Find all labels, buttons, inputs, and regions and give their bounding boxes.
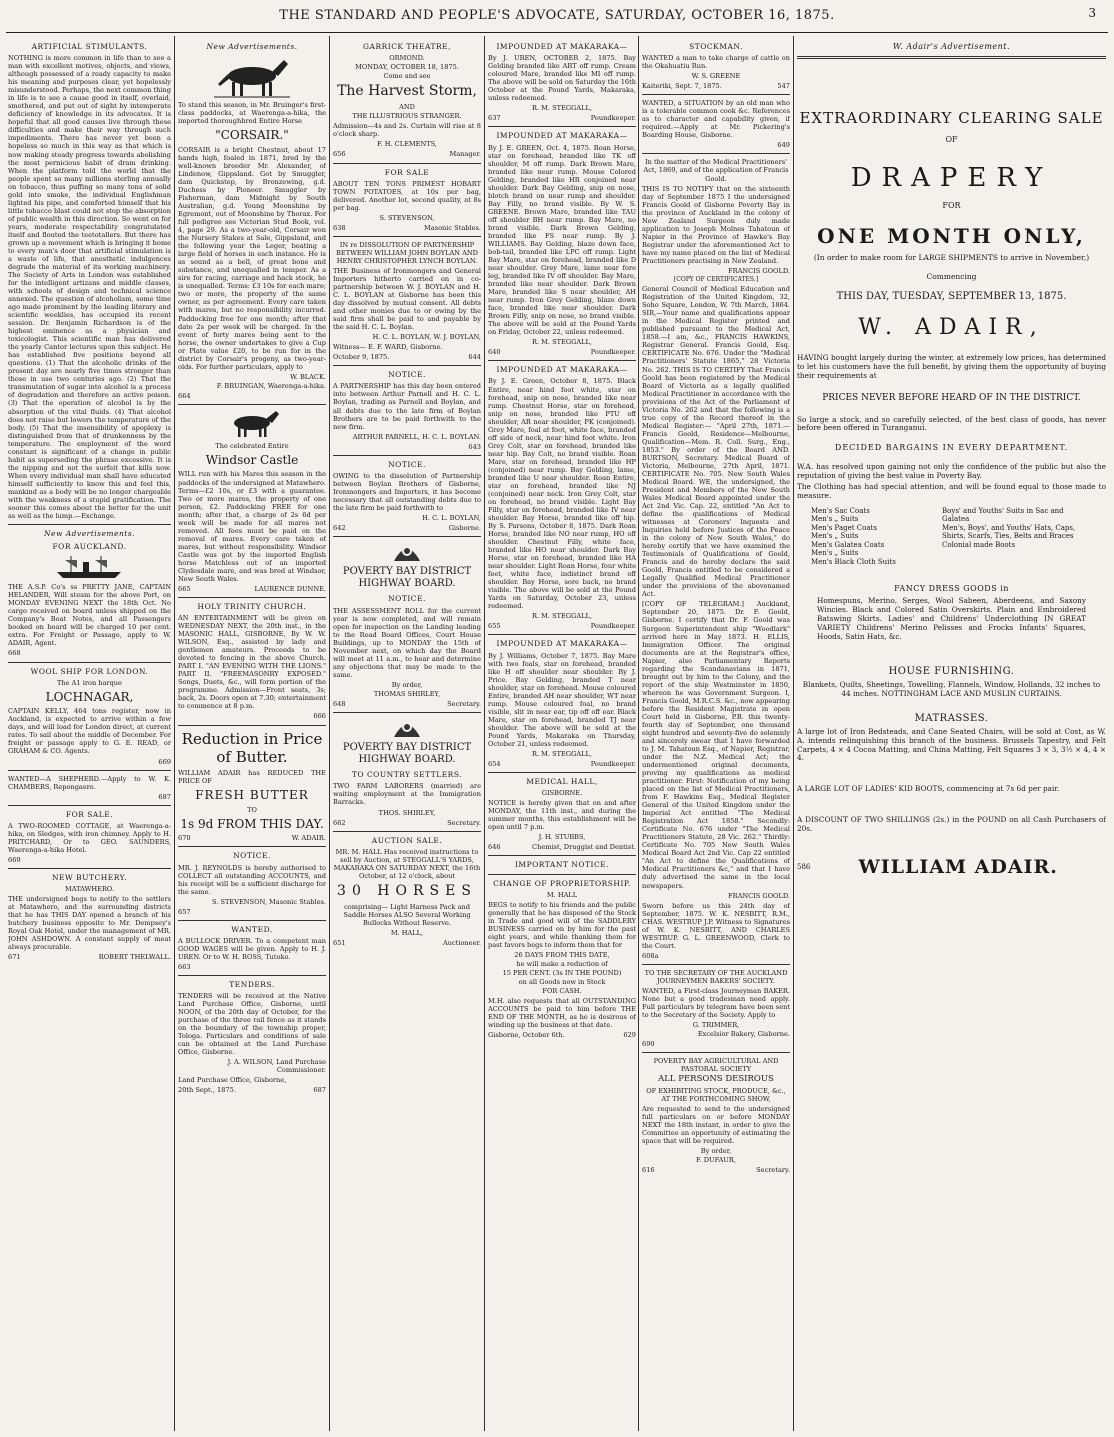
column-3 — [333, 38, 481, 1429]
ad-number: 642 — [333, 523, 346, 532]
ad-heading: GARRICK THEATRE, — [363, 42, 451, 51]
ad-body: By J. UREN, OCTOBER 2, 1875. Bay Gelding branded like ART off rump. Cream coloured Mare, branded like MI off rump. The above will be sold on Saturday the 16th October at the Pound Yards, Makaraka, unless redeemed. — [488, 54, 636, 103]
ad-body: A PARTNERSHIP has this day been entered into between Arthur Parnell and H. C. L. Boylan, trading as Parnell and Boylan, and all debts due to the late firm of Boylan Brothers are to be paid forthwith to the new firm. — [333, 382, 481, 431]
ad-number: 687 — [158, 792, 171, 801]
ad-number: 670 — [178, 834, 191, 843]
ad-number: 664 — [178, 391, 191, 400]
ad-signature: R. M. STEGGALL, — [532, 338, 592, 347]
ad-intro: To stand this season, in Mr. Bruinger's first-class paddocks, at Waerenga-a-hika, the imported thoroughbred Entire Horse — [178, 101, 326, 126]
ad-role: Secretary. — [447, 699, 481, 708]
ad-body: A TWO-ROOMED COTTAGE, at Waerenga-a-hika, on Sledges, with iron chimney. Apply to H. PRITCHARD, Or to GEO. SAUNDERS, Waerenga-a-hika Hotel. — [8, 821, 171, 854]
ad-body: TENDERS will be received at the Native Land Purchase Office, Gisborne, until NOON, of the 20th day of October, for the purchase of the three rail fence as it stands on the boundary of the township proper, Tologa. Particulars and conditions of sale can be obtained at the Land Purchase Office, Gisborne. — [178, 992, 326, 1057]
ad-heading: TENDERS. — [229, 980, 275, 990]
clothing-list — [811, 507, 1092, 567]
one-month-heading: ONE MONTH ONLY, — [817, 224, 1086, 249]
ad-heading: FOR SALE. — [65, 809, 114, 819]
masthead-rule — [6, 32, 1108, 33]
horse-illustration — [178, 409, 326, 439]
ad-heading: POVERTY BAY AGRICULTURAL AND PASTORAL SOCIETY — [653, 1057, 779, 1074]
ad-body: By J. E. Green, October 8, 1875. Black Entire, near hind foot white, star on forehead, snip on nose, branded like near rump. Chestnut Horse, star on forehead, snip on nose, branded like PTU off shoulder, AR near shoulder, PK (conjoined). Grey Mare, foal at foot, white face, branded off side of neck, near hind foot white. Iron Grey Colt, star on forehead, branded like near hip. Bay Colt, no brand visible. Roan Mare, star on forehead, branded like HP (conjoined) near rump. Bay Gelding, lame, branded like U near shoulder. Roan Entire, star on forehead, branded like NJ (conjoined) near neck. Iron Grey Colt, star on forehead, no brand visible. Light Bay Filly, star on forehead, branded like IV near shoulder. Bay Horse, branded like off hip. By S. Parsons, October 8, 1875. Dark Roan Horse, branded like NO near rump, HO off shoulder. Chestnut Filly, white face, branded like HO near shoulder. Dark Bay Horse, star on forehead, branded like HA near shoulder. Light Roan Horse, four white feet, white face, indistinct brand off shoulder. Bay Horse, sore back, no brand visible. The above will be sold at the Pound Yards on Saturday, October 23, unless redeemed. — [488, 377, 636, 611]
ad-order: By order, — [700, 1146, 732, 1155]
ad-heading: WANTED. — [231, 924, 273, 934]
ad-role: Manager. — [449, 150, 481, 159]
ad-body: WILL run with his Mares this season in the paddocks of the undersigned at Matawhero. Terms—£2 10s, or £3 with a guarantee. Two or more mares, the property of one person, £2. Paddocking FREE for one month; after that, a charge of 2s 6d per week will be made for all mares not removed. All fees must be paid on the removal of mares. Every care taken of mares, but without responsibility. Windsor Castle was got by the imported English horse Matchless out of an imported Clydesdale mare, and was bred at Windsor, New South Wales. — [178, 470, 326, 583]
ad-highlight: FOR CASH. — [542, 987, 582, 996]
prices-heading: PRICES NEVER BEFORE HEARD OF IN THE DISTRICT. — [822, 392, 1081, 403]
final-signature: WILLIAM ADAIR. — [858, 856, 1058, 878]
ad-number: 657 — [178, 907, 191, 916]
ad-signature: W. BLACK. — [290, 372, 326, 381]
horse-name: "CORSAIR." — [215, 128, 289, 143]
ad-number: 654 — [488, 760, 501, 768]
clothing-list-right — [942, 507, 1092, 567]
list-item: Men's, Boys', and Youths' Hats, Caps, Shirts, Scarfs, Ties, Belts and Braces — [942, 523, 1076, 541]
play-title: The Harvest Storm, — [337, 83, 477, 100]
crest-illustration — [333, 541, 481, 563]
ad-heading: In the matter of the Medical Practitioners' Act, 1869, and of the application of Francis Goold. — [643, 158, 789, 183]
ad-body: comprising— Light Harness Pack and Saddle Horses ALSO Several Working Bullocks Without Reserve. — [343, 902, 471, 927]
column-1 — [8, 38, 171, 1429]
ad-order: By order, — [391, 680, 423, 689]
final-signature-row — [797, 844, 1106, 891]
ad-number: 586 — [797, 863, 811, 872]
ad-body: NOTICE is hereby given that on and after MONDAY, the 11th inst., and during the summer months, this establishment will be open until 7 p.m. — [488, 799, 636, 832]
sale-of: OF — [945, 135, 958, 145]
ad-number: 643 — [468, 442, 481, 451]
ad-body: AND — [399, 103, 415, 112]
ad-role: Secretary. — [756, 1165, 790, 1174]
ad-number: 687 — [313, 1085, 326, 1094]
ad-body: WANTED, a First-class Journeyman BAKER. None but a good tradesman need apply. Full particulars by telegram have been sent to the Secretary of the Society. Apply to — [642, 986, 790, 1019]
column-divider — [638, 36, 639, 1431]
ad-heading: IMPOUNDED AT MAKARAKA— — [496, 42, 628, 51]
ad-role: Poundkeeper. — [590, 760, 636, 768]
section-heading: New Advertisements. — [206, 42, 298, 51]
horse-name: Windsor Castle — [205, 452, 299, 467]
house-heading: HOUSE FURNISHING. — [888, 665, 1015, 677]
ad-signature: ROBERT THELWALL. — [98, 953, 171, 962]
ad-number: 651 — [333, 939, 346, 948]
ad-number: 669 — [8, 855, 21, 864]
ad-highlight: ALL PERSONS DESIROUS — [658, 1074, 774, 1085]
ad-place: Land Purchase Office, Gisborne, — [178, 1075, 287, 1084]
ad-signature: J. A. WILSON, Land Purchase Commissioner. — [227, 1058, 326, 1075]
ad-body: Admission—4s and 2s. Curtain will rise at 8 o'clock sharp. — [333, 122, 481, 139]
ad-body: General Council of Medical Education and Registration of the United Kingdom, 32, Soho Square, London, W. 7th March, 1864. SIR,—Your name and qualifications appear in the Medical Register printed and published pursuant to the Medical Act, 1858.—I am, &c., FRANCIS HAWKINS, Registrar General. Francis Goold, Esq. CERTIFICATE No. 676. Under the "Medical Practitioners' Statute 1865," 28 Victoria No. 262. THIS IS TO CERTIFY That Francis Goold has been registered by the Medical Board of Victoria as a legally qualified Medical Practitioner in accordance with the provisions of the Act of the Parliament of Victoria No. 262 and that the following is a true copy of the Record thereof in the Medical Register:— "April 27th, 1871.—Francis Goold, Residence—Melbourne, Qualification—Mem. R. Coll. Surg., Eng., 1853." By order of the Board AND. BURTSON, Secretary. Medical Board of Victoria, Melbourne, 27th April, 1871. CERTIFICATE No. 705. New South Wales Medical Board. WE, the undersigned, the President and Members of the New South Wales Medical Board appointed under the Act 2nd Vic. Cap. 22, entitled "An Act to define the qualifications of Medical witnesses at Coroners' Inquests and Inquiries held before Justices of the Peace in the colony of New South Wales," do hereby certify that we have examined the Testimonials of Qualifications of Goold, Francis and do hereby declare the said Goold, Francis entitled to be considered a Legally Qualified Medical Practitioner under the provisions of the abovenamed Act. — [642, 285, 790, 599]
page-number: 3 — [1088, 6, 1096, 20]
ad-body: THIS IS TO NOTIFY that on the sixteenth day of September 1875 I the undersigned Francis Goold of Gisborne Poverty Bay in the province of Auckland in the colony of New Zealand Surgeon duly made application to Joseph Molnes Tahatoun of Napier in the Province of Hawke's Bay Registrar under the aforementioned Act to have my name placed on the list of Medical Practitioners practising in New Zealand. — [642, 184, 790, 265]
ad-signature: S. STEVENSON, — [379, 213, 435, 222]
ad-body: CORSAIR is a bright Chestnut, about 17 hands high, foaled in 1871, bred by the well-known breeder Mr. Alexander, of Lindenow, Gippsland. Got by Smuggler, dam Quickstep, by Bronzewing, g.d. Duchess by Pioneer. Smuggler by Fisherman, dam Midnight by South Australian, g.d. Young Moonshine by Egremont, out of Moonshine by Thorax. For full pedigree see Victorian Stud Book, vol. 4, page 29. As a two-year-old, Corsair won the Nursery Stakes at Sale, Gippsland, and the following year the Leger, beating a large field of horses in each instance. He is as sound as a bell, of great bone and substance, and unequalled in temper. As a sire for racing, carriage and hack stock, he is unequalled. Terms: £3 10s for each mare; two or more, the property of the same owner, as per agreement. Every care taken with mares, but no responsibility incurred. Paddocking free for one month; after that date 2s per week will be charged. In the event of forty mares being sent to the horse, the owner undertakes to give a Cup or Plate value £20, to be run for in the district by Corsair's progeny, as two-year-olds. For further particulars, apply to — [178, 145, 326, 371]
ad-number: 663 — [178, 963, 191, 972]
ad-subheading: NOTICE. — [388, 594, 426, 604]
ad-heading: NOTICE. — [388, 459, 426, 469]
bargains-heading: DECIDED BARGAINS IN EVERY DEPARTMENT. — [834, 443, 1069, 453]
ad-signature: M. HALL, — [390, 929, 424, 938]
play-title: THE ILLUSTRIOUS STRANGER. — [352, 112, 462, 121]
ad-body: So large a stock, and so carefully selected, of the best class of goods, has never before been offered in Turanganui. — [797, 414, 1106, 433]
drapery-heading: DRAPERY — [850, 162, 1053, 193]
article-body: NOTHING is more common in life than to see a man with excellent motives, objects, and views, although possessed of a ready capacity to make his meaning and purposes clear, yet hopelessly misunderstood. Perhaps, the next common thing in life is to see a cause good in itself, overlaid, smothered, and put out of sight by intemperate deficiency of knowledge in its advocates. It is hopeful that all good causes live through these difficulties and make their way through such impediments. There has never yet been a hopeless so much in this way as that which is now making steady progress towards abolishing the most pernicious habit of dram drinking. When the platform told the world that the people spent so many millions sterling annually on tobacco, thus puffing so many tons of solid gold into smoke, the individual Englishman lighted his pipe, and comforted himself that his little tobacco blast could not stop the absorption of public wealth in this direction. So went on for years, moderate respectability congratulated itself and flouted the teetotallers. But there has grown up a movement which is bringing it home to every man's door that artificial stimulation is a waste of life, that anesthetic indulgences degrade the material of its working machinery. The Society of Arts in London was established for the intelligent artizans and middle classes, with schools of design and technical science annexed. The question of alcoholism, some time ago made prominent by the leading literary and scientific weeklies, has occupied its recent session. Dr. Benjamin Richardson is of the highest eminence as a physician and toxicologist. This scientific man has delivered the yearly Cantor lectures upon this subject. He has established five positions beyond all questions. (1) That the alcoholic drinks of the present day are nearly five times stronger than those in use two centuries ago. (2) That the transmutation of sugar into alcohol is a process of degradation and therefore an active poison. (3) That the operation of alcohol is by the absorption of the vital fluids. (4) That alcohol does not raise but lowers the temperature of the body. (5) That the insensibility of apoplexy is distinguished from that of drunkenness by the temperature. The employment of the word constant is significant of a change in public habit as superseding the phrase excessive. It is the nipping and not the surfeit that kills now. When every individual man shall have educated himself sufficiently to know this and feel this, mankind as a body will be no longer chargeable with the weakness of a stupid gratification. The sooner this comes about the better for the unit as well as the lump.—Exchange. — [8, 54, 171, 520]
ad-subheading: ORMOND. — [389, 54, 425, 63]
ad-number: 608a — [642, 951, 659, 960]
ad-place: Excelsior Bakery, Gisborne. — [697, 1030, 790, 1039]
ad-number: 646 — [488, 843, 501, 852]
ad-date: Kaiteriki, Sept. 7, 1875. — [642, 82, 722, 91]
section-heading: New Advertisements. — [43, 528, 136, 538]
column-6-adair-advertisement — [797, 38, 1106, 1429]
ad-number: 637 — [488, 114, 501, 123]
ad-role: Poundkeeper. — [590, 622, 636, 631]
ad-place: Masonic Stables. — [424, 223, 481, 232]
ad-heading: POVERTY BAY DISTRICT HIGHWAY BOARD. — [342, 741, 472, 766]
column-4 — [488, 38, 636, 1429]
list-item: Colonial made Boots — [942, 540, 1016, 549]
ad-date: Gisborne, October 6th. — [488, 1031, 565, 1040]
ad-number: 669 — [158, 757, 171, 766]
ad-number: 638 — [333, 223, 346, 232]
adair-name: W. ADAIR, — [858, 315, 1045, 341]
ad-signature: W. ADAIR. — [291, 834, 326, 843]
ad-place: Gisborne. — [448, 523, 481, 532]
ad-signature: H. C. L. BOYLAN, — [422, 513, 481, 522]
ad-body: OWING to the dissolution of Partnership between Boylan Brothers of Gisborne, Ironmongers and Importers, it has become necessary that all outstanding debts due to the late firm be paid forthwith to — [333, 471, 481, 512]
column-divider — [329, 36, 330, 1431]
ad-body: THE A.S.P. Co's ss PRETTY JANE, CAPTAIN HELANDER, Will steam for the above Port, on MONDAY EVENING NEXT the 18th Oct. No cargo received on board unless shipped on the Company's Boat Notes, and all Passengers booked on board will be charged 10 per cent. extra. For Freight or Passage, apply to W. ADAIR, Agent. — [8, 583, 171, 648]
ad-heading: CHANGE OF PROPRIETORSHIP. — [493, 878, 631, 888]
ad-body: WANTED, a SITUATION by an old man who is a tolerable common cook &c. References as to character and capability given, if required.—Apply at Mr. Pickering's Boarding House, Gisborne. — [642, 99, 790, 140]
steamship-illustration — [8, 554, 171, 580]
ad-highlight: 1s 9d FROM THIS DAY. — [180, 816, 324, 831]
list-item: Men's „ Suits — [811, 549, 859, 558]
ad-number: 690 — [642, 1040, 655, 1049]
ad-body: TWO FARM LABORERS (married) are waiting employment at the Immigration Barracks. — [333, 782, 481, 807]
ad-signature: THOS. SHIRLEY, — [378, 808, 436, 817]
ad-heading: POVERTY BAY DISTRICT HIGHWAY BOARD. — [342, 566, 472, 590]
ad-number: 666 — [313, 712, 326, 721]
ad-role: Auctioneer. — [442, 939, 481, 948]
ad-heading: AUCTION SALE. — [371, 835, 443, 845]
ad-signature: R. M. STEGGALL, — [532, 749, 592, 758]
list-item: Men's „ Suits — [811, 515, 859, 524]
ad-body: By J. Williams, October 7, 1875. Bay Mare with two foals, star on forehead, branded like H off shoulder near shoulder. By J. Price. Bay Gelding, branded T near shoulder, star on forehead. Mouse coloured Entire, branded AH near shoulder, WT near rump. Mouse coloured foal, no brand visible, slit in near ear, tip off off ear. Black Mare, star on forehead, branded TJ near shoulder. The above will be sold at the Pound Yards, Makaraka on Thursday, October 21, unless redeemed. — [488, 651, 636, 748]
ad-heading: Reduction in Price of Butter. — [181, 729, 323, 766]
ad-body: Sworn before us this 24th day of September, 1875. W. K. NESBITT, R.M., CHAS. WESTRUP J.P. Witness to Signatures of W. K. NESBITT, AND CHARLES WESTRUP. G. L. GREENWOOD, Clerk to the Court. — [642, 901, 790, 950]
mattress-text: A large lot of Iron Bedsteads, and Cane Seated Chairs, will be sold at Cost, as W. A. intends relinquishing this branch of the business. Brussels Tapestry, and Felt Carpets, 4 × 4 Cocoa Matting, and China Matting, Felt Squares 3 × 3, 3½ × 4, 4 × 4. — [797, 726, 1106, 763]
ad-body: THE Business of Ironmongers and General Importers hitherto carried on in co-partnership between W. J. BOYLAN and H. C. L. BOYLAN at Gisborne has been this day dissolved by mutual consent. All debts and other monies due to or owing by the said firm shall be paid to and payable by the said H. C. L. Boylan. — [333, 266, 481, 332]
ad-heading: FOR SALE — [384, 167, 430, 177]
ad-number: 629 — [623, 1031, 636, 1040]
ad-signature: F. H. CLEMENTS, — [376, 140, 438, 149]
ad-signature: R. M. STEGGALL, — [532, 104, 592, 113]
ad-signature: H. C. L. BOYLAN, W. J. BOYLAN, — [372, 333, 481, 342]
horse-illustration — [178, 54, 326, 98]
ad-number: 649 — [777, 141, 790, 150]
ad-number: 655 — [488, 622, 501, 631]
list-item: Men's Paget Coats — [811, 523, 877, 532]
ad-number: 616 — [642, 1165, 655, 1174]
ad-body: HAVING bought largely during the winter, at extremely low prices, has determined to let his customers have the full benefit, by giving them the opportunity of buying their requirements at — [797, 352, 1106, 380]
ad-date: 20th Sept., 1875. — [178, 1085, 236, 1094]
ad-body: Are requested to send to the undersigned full particulars on or before MONDAY NEXT the 18th instant, in order to give the Committee an opportunity of estimating the space that will be required. — [642, 1104, 790, 1145]
mattress-heading: MATRASSES. — [914, 712, 989, 724]
ad-number: 662 — [333, 818, 346, 827]
ad-heading: HOLY TRINITY CHURCH. — [197, 601, 307, 611]
ad-number: 671 — [8, 953, 21, 962]
masthead: THE STANDARD AND PEOPLE'S ADVOCATE, SATURDAY, OCTOBER 16, 1875. — [279, 8, 835, 23]
sale-for: FOR — [942, 200, 961, 210]
ad-highlight: 26 DAYS FROM THIS DATE, — [514, 950, 610, 959]
ad-body: WILLIAM ADAIR has REDUCED THE PRICE OF — [178, 769, 326, 786]
ad-body: THE ASSESSMENT ROLL for the current year is now completed, and will remain open for inspection on the Landing leading to the Road Board Offices, Court House Buildings, up to MONDAY the 15th of November next, on which day the Board will meet at 11 a.m., to hear and determine any objections that may be made to the same. — [333, 606, 481, 679]
ad-intro: The celebrated Entire — [215, 441, 289, 450]
ad-role: Chemist, Druggist and Dentist. — [532, 843, 636, 852]
boots-text: A LARGE LOT OF LADIES' KID BOOTS, commencing at 7s 6d per pair. — [797, 784, 1060, 794]
list-item: Men's Galatea Coats — [811, 540, 885, 549]
ad-subheading: GISBORNE. — [541, 789, 583, 798]
ad-body: WANTED a man to take charge of cattle on the Okahuatiu Run. — [642, 54, 790, 71]
ad-heading: MEDICAL HALL, — [526, 777, 598, 787]
column-divider — [174, 36, 175, 1431]
ad-signature: FRANCIS GOOLD. — [728, 891, 790, 900]
ad-body: MR. M. HALL Has received instructions to sell by Auction, at STEGGALL'S YARDS, MAKARAKA ON SATURDAY NEXT, the 16th October, at 12 o'clock, about — [333, 847, 481, 880]
ad-role: Secretary. — [447, 818, 481, 827]
ad-number: 640 — [488, 348, 501, 357]
ad-highlight: 15 PER CENT. (3s IN THE POUND) — [502, 968, 622, 977]
fancy-heading: FANCY DRESS GOODS in — [894, 584, 1009, 594]
sale-title: EXTRAORDINARY CLEARING SALE — [799, 108, 1104, 127]
ad-body: he will make a reduction of — [516, 959, 608, 968]
ad-heading: WOOL SHIP FOR LONDON. — [30, 666, 149, 676]
ad-body: W.A. has resolved upon gaining not only the confidence of the public but also the reputation of giving the best value in Poverty Bay. — [797, 462, 1106, 481]
ad-signature: LAURENCE DUNNE. — [254, 584, 326, 593]
shipments-note: (In order to make room for LARGE SHIPMENTS to arrive in November,) — [813, 252, 1090, 262]
ad-number: 656 — [333, 150, 346, 159]
ad-heading: IMPOUNDED AT MAKARAKA— — [496, 365, 628, 375]
ad-heading: NOTICE. — [388, 370, 426, 380]
list-item: Men's Sac Coats — [811, 506, 870, 515]
ad-date: October 9, 1875. — [333, 353, 390, 362]
ad-body: [COPY OF TELEGRAM.] Auckland, September 20, 1875. Dr. F. Goold, Gisborne. I certify that Dr. F. Goold was Surgeon Superintendent ship "Woodlark" arrived here in May 1873. H. ELLIS, Immigration Officer. The original documents are at the Registrar's office, Napier, also Parliamentary Reports regarding the Scandanavians in 1871, brought out by him to the Colony, and the report of the ship Westminster in 1850, whereon he was Government Surgeon. I, Francis Goold, M.R.C.S. &c., now appearing before the Resident Magistrate in open Court held in Gisborne, P.B. this twenty-fourth day of September, one thousand eight hundred and seventy-five do solemnly and sincerely swear that I have forwarded to J. M. Tahatoun Esq., of Napier, Registrar, under the N.Z. Medical Act; the undermentioned original documents, proving my qualifications as medical practitioner. First: Notification of my being placed on the list of Medical Practitioners, from F. Hawkins Esq., Medical Register General of the United Kingdom under the Imperial Act entitled "The Medical Registration Act 1858." Secondly: Certificate No. 676 under "The Medical Practitioners Statute, 28 Vic. 262." Thirdly: Certificate No. 705 New South Wales Medical Board Act 2nd Vic. Cap 22 entitled "An Act to define the Qualifications of Medical Practitioners &c," and that I have duly advertised the same in the local newspapers. — [642, 600, 790, 890]
ad-signature: THOMAS SHIRLEY, — [373, 689, 441, 698]
ad-body: Come and see — [383, 72, 431, 81]
ad-heading: IN re DISSOLUTION OF PARTNERSHIP BETWEEN WILLIAM JOHN BOYLAN AND HENRY CHRISTOPHER LYNCH BOYLAN. — [336, 240, 478, 265]
ad-heading: STOCKMAN. — [689, 42, 743, 51]
ad-signature: S. STEVENSON, Masonic Stables. — [212, 897, 326, 906]
ad-signature: F. DUFAUR, — [696, 1155, 736, 1164]
section-heading: W. Adair's Advertisement. — [892, 42, 1011, 51]
ad-signature: F. BRUINGAN, Waerenga-a-hika. — [216, 381, 326, 390]
ad-role: Poundkeeper. — [590, 348, 636, 357]
ad-witness: Witness— E. F. WARD, Gisborne. — [333, 343, 443, 352]
crest-illustration — [333, 717, 481, 739]
ad-body: M.H. also requests that all OUTSTANDING ACCOUNTS be paid to him before THE END OF THE MONTH, as he is desirous of winding up the business at that date. — [488, 997, 636, 1030]
ad-number: 547 — [777, 82, 790, 91]
ad-body: By J. E. GREEN, Oct. 4, 1875. Roan Horse, star on forehead, branded like TK off shoulder, M off rump. Dark Brown Mare, branded like near rump. Mouse Colored Gelding, branded like HR conjoined near shoulder. Dark Bay Gelding, snip on nose, blotch brand on near rump and shoulder. Bay Filly, no brand visible. By W. S. GREENE. Brown Mare, branded like TAU off shoulder BH near rump. Bay Mare, no brand visible. Dark Brown Gelding, branded like FS near rump. By J. WILLIAMS. Bay Gelding, blaze down face, bob-tail, branded like LPC off rump. Light Bay Mare, star on forehead, branded like D near shoulder. Grey Mare, lame near fore leg, branded like IV off shoulder. Bay Mare, branded like near shoulder. Dark Brown Mare, branded like S near shoulder, AH near rump. Iron Grey Gelding, blaze down face, branded like near shoulder. Dark Brown Filly, snip on nose, no brand visible. The above will be sold at the Pound Yards on Friday, October 22, unless redeemed. — [488, 143, 636, 337]
ad-highlight: FRESH BUTTER — [195, 788, 309, 803]
ad-role: Poundkeeper. — [590, 114, 636, 123]
ad-heading: NOTICE. — [233, 851, 271, 861]
ad-subheading: [COPY OF CERTIFICATES.] — [673, 275, 759, 283]
column-divider — [484, 36, 485, 1431]
discount-text: A DISCOUNT OF TWO SHILLINGS (2s.) in the POUND on all Cash Purchasers of 20s. — [797, 815, 1106, 834]
ad-subheading: TO COUNTRY SETTLERS. — [351, 770, 463, 780]
ad-number: 644 — [468, 353, 481, 362]
ad-number: 648 — [333, 699, 346, 708]
column-divider — [793, 36, 794, 1431]
ad-heading: NEW BUTCHERY. — [51, 872, 127, 882]
column-2 — [178, 38, 326, 1429]
article-heading: ARTIFICIAL STIMULANTS. — [31, 42, 148, 51]
house-list: Blankets, Quilts, Sheetings, Towelling, Flannels, Window, Hollands, 32 inches to 44 inches. NOTTINGHAM LACE AND MUSLIN CURTAINS. — [802, 679, 1101, 698]
ad-number: 665 — [178, 584, 191, 593]
ad-subheading: MATAWHERO. — [64, 885, 115, 894]
ad-date: MONDAY, OCTOBER 18, 1875. — [355, 63, 459, 72]
ad-body: MR. J. REYNOLDS is hereby authorised to COLLECT all outstanding ACCOUNTS, and his receipt will be a sufficient discharge for the same. — [178, 863, 326, 896]
ad-name: M. HALL — [546, 890, 578, 899]
list-item: Men's Black Cloth Suits — [811, 557, 896, 566]
list-item: Men's „ Suits — [811, 532, 859, 541]
ad-subheading: The A1 iron barque — [57, 678, 122, 687]
ad-body: The Clothing has had special attention, and will be found equal to those made to measure. — [797, 481, 1106, 500]
ad-heading: IMPOUNDED AT MAKARAKA— — [496, 131, 628, 141]
ad-body: A BULLOCK DRIVER. To a competent man GOOD WAGES will be given. Apply to H. J. UREN. Or to W. H. ROSS, Tutoko. — [178, 936, 326, 961]
ad-signature: W. S. GREENE — [691, 72, 741, 81]
ship-name: LOCHNAGAR, — [45, 689, 134, 704]
ad-body: THE undersigned begs to notify to the settlers at Matawhero, and the surrounding districts that he has THIS DAY opened a branch of his butchery business opposite to Mr. Dempsey's Royal Oak Hotel, under the management of MR. JOHN ASHDOWN. A constant supply of meat always procurable. — [8, 895, 171, 952]
clothing-list-left — [811, 507, 896, 567]
ad-heading: TO THE SECRETARY OF THE AUCKLAND JOURNEYMEN BAKERS' SOCIETY. — [644, 968, 788, 985]
fancy-list: Homespuns, Merino, Serges, Wool Sabeen, Aberdeens, and Saxony Wincies. Black and Colored Satin Overskirts. Plain and Embroidered Batswing Skirts. Ladies' and Childrens' Underclothing IN GREAT VARIETY Childrens' Merino Pelisses and Frocks Infants' Squares, Hoods, Satin Hats, &c. — [817, 596, 1086, 641]
ad-body: TO — [247, 805, 257, 814]
ad-signature: FRANCIS GOOLD. — [728, 266, 790, 275]
ad-heading: IMPOUNDED AT MAKARAKA— — [496, 639, 628, 649]
ad-body: on all Goods now in Stock — [518, 977, 606, 986]
ad-number: 668 — [8, 649, 21, 658]
ad-body: BEGS to notify to his friends and the public generally that he has disposed of the Stock in Trade and good will of the SADDLERY BUSINESS carried on by him for the past eight years, and while thanking them for past favors begs to inform them that for — [488, 900, 636, 949]
column-5 — [642, 38, 790, 1429]
ad-body: WANTED—A SHEPHERD.—Apply to W. K. CHAMBERS, Repongaere. — [8, 774, 171, 791]
ad-highlight: 30 HORSES — [337, 882, 477, 899]
ad-signature: R. M. STEGGALL, — [532, 612, 592, 621]
commencing-label: Commencing — [926, 271, 977, 281]
ad-heading: FOR AUCKLAND. — [52, 542, 127, 552]
ad-body: ABOUT TEN TONS PRIMEST HOBART TOWN POTATOES, at 10s per bag, delivered. Another lot, second quality, at 8s per bag. — [333, 179, 481, 212]
ad-body: CAPTAIN KELLY, 464 tons register, now in Auckland, is expected to arrive within a few days, and will load for London direct, at current rates. To sail about the middle of December. For freight or passage apply to G. E. READ, or GRAHAM & CO. Agents. — [8, 707, 171, 756]
sale-date: THIS DAY, TUESDAY, SEPTEMBER 13, 1875. — [836, 290, 1067, 302]
list-item: Boys' and Youths' Suits in Sac and Galatea — [942, 506, 1064, 524]
ad-body: OF EXHIBITING STOCK, PRODUCE, &c., AT THE FORTHCOMING SHOW, — [646, 1086, 786, 1103]
ad-heading: IMPORTANT NOTICE. — [514, 860, 610, 870]
ad-signature: G. TRIMMER, — [692, 1020, 740, 1029]
ad-body: AN ENTERTAINMENT will be given on WEDNESDAY NEXT, the 20th inst., in the MASONIC HALL, GISBORNE, By W. W. WILSON, Esq., assisted by lady and gentlemen amateurs. Proceeds to be devoted to fencing in the above Church. PART I. "AN EVENING WITH THE LIONS." PART II. "FREEMASONRY EXPOSED." Songs, Duets, &c., will form portion of the programme. Admission—Front seats, 3s; back, 2s. Doors open at 7.30; entertainment to commence at 8 p.m. — [178, 614, 326, 711]
ad-signature: ARTHUR PARNELL, H. C. L. BOYLAN. — [352, 432, 481, 441]
ad-signature: J. H. STUBBS, — [538, 833, 586, 842]
